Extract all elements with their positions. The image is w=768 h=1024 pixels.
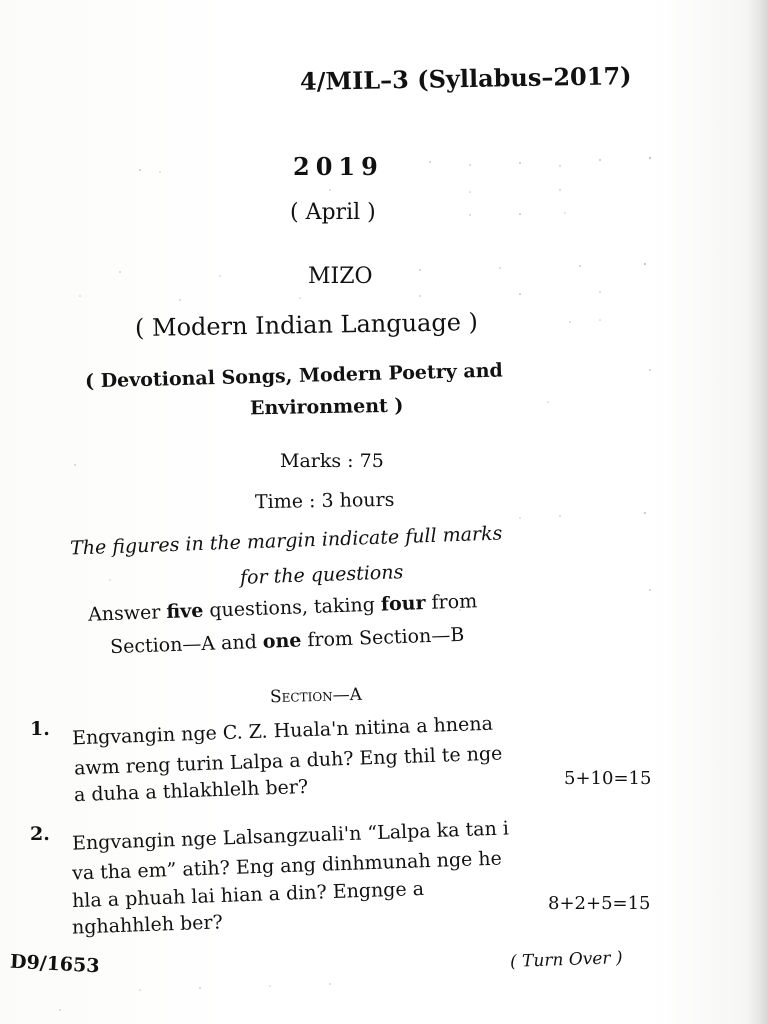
instr-five: five — [166, 599, 204, 624]
time-allowed: Time : 3 hours — [254, 488, 395, 514]
paper-topic-line2: Environment ) — [249, 394, 404, 420]
instr-text: Section—A and — [109, 630, 264, 659]
question-text-line: hla a phuah lai hian a din? Engnge a — [71, 877, 425, 913]
exam-year: 2019 — [293, 152, 384, 181]
paper-code: 4/MIL–3 (Syllabus–2017) — [299, 61, 632, 96]
question-text-line: awm reng turin Lalpa a duh? Eng thil te nge — [73, 742, 503, 780]
instr-text: Answer — [87, 601, 167, 626]
margin-note-line2: for the questions — [239, 561, 404, 589]
question-text-line: Engvangin nge Lalsangzuali'n “Lalpa ka tan i — [71, 817, 510, 855]
section-a-heading: Section—A — [269, 684, 363, 708]
paper-topic-line1: ( Devotional Songs, Modern Poetry and — [84, 359, 504, 393]
turn-over-note: ( Turn Over ) — [509, 948, 623, 972]
footer-paper-code: D9/1653 — [9, 950, 101, 978]
question-text-line: nghahhleh ber? — [71, 911, 224, 939]
question-marks: 5+10=15 — [564, 768, 652, 789]
instr-text: from — [425, 590, 478, 615]
question-text-line: a duha a thlakhlelh ber? — [73, 775, 309, 807]
margin-note-line1: The figures in the margin indicate full marks — [69, 522, 503, 560]
question-text-line: va tha em” atih? Eng ang dinhmunah nge he — [71, 847, 503, 885]
instr-four: four — [380, 592, 426, 616]
question-number: 1. — [30, 718, 50, 740]
instr-text: from Section—B — [301, 623, 465, 652]
instr-text: questions, taking — [202, 593, 382, 622]
subject-subtitle: ( Modern Indian Language ) — [134, 308, 479, 342]
subject-title: MIZO — [308, 264, 373, 289]
question-text-line: Engvangin nge C. Z. Huala'n nitina a hnena — [71, 712, 494, 750]
question-number: 2. — [30, 823, 50, 845]
instr-one: one — [262, 629, 302, 653]
question-marks: 8+2+5=15 — [548, 893, 651, 914]
exam-month: ( April ) — [290, 200, 376, 225]
full-marks: Marks : 75 — [280, 450, 384, 472]
